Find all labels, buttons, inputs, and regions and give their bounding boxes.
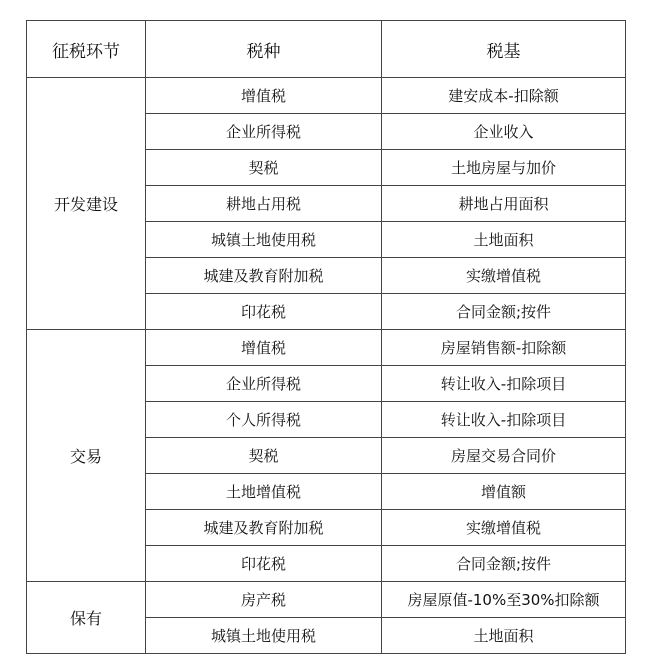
table-row — [27, 78, 626, 114]
tax-base-cell: 转让收入-扣除项目 — [382, 366, 626, 402]
tax-type-cell: 房产税 — [146, 582, 382, 618]
tax-type-cell: 城建及教育附加税 — [146, 258, 382, 294]
tax-base-cell: 土地面积 — [382, 222, 626, 258]
tax-type-cell: 城镇土地使用税 — [146, 618, 382, 654]
tax-base-cell: 实缴增值税 — [382, 510, 626, 546]
tax-type-cell: 企业所得税 — [146, 114, 382, 150]
stage-cell-transaction: 交易 — [27, 330, 146, 582]
tax-base-cell: 实缴增值税 — [382, 258, 626, 294]
table-row — [27, 330, 626, 366]
tax-type-cell: 城建及教育附加税 — [146, 510, 382, 546]
tax-type-cell: 耕地占用税 — [146, 186, 382, 222]
tax-type-cell: 契税 — [146, 150, 382, 186]
tax-base-cell: 耕地占用面积 — [382, 186, 626, 222]
tax-type-cell: 契税 — [146, 438, 382, 474]
tax-base-cell: 房屋原值-10%至30%扣除额 — [382, 582, 626, 618]
tax-base-cell: 房屋销售额-扣除额 — [382, 330, 626, 366]
table-row — [27, 582, 626, 618]
tax-type-cell: 个人所得税 — [146, 402, 382, 438]
tax-type-cell: 城镇土地使用税 — [146, 222, 382, 258]
tax-base-cell: 企业收入 — [382, 114, 626, 150]
tax-base-cell: 土地房屋与加价 — [382, 150, 626, 186]
tax-type-cell: 土地增值税 — [146, 474, 382, 510]
tax-base-cell: 合同金额;按件 — [382, 294, 626, 330]
tax-type-cell: 增值税 — [146, 330, 382, 366]
tax-type-cell: 增值税 — [146, 78, 382, 114]
header-row — [27, 21, 626, 78]
stage-cell-holding: 保有 — [27, 582, 146, 654]
tax-type-cell: 印花税 — [146, 294, 382, 330]
header-stage: 征税环节 — [27, 21, 146, 78]
stage-cell-development: 开发建设 — [27, 78, 146, 330]
tax-table-container — [26, 20, 626, 654]
header-tax-type: 税种 — [146, 21, 382, 78]
tax-base-cell: 土地面积 — [382, 618, 626, 654]
tax-base-cell: 房屋交易合同价 — [382, 438, 626, 474]
tax-base-cell: 合同金额;按件 — [382, 546, 626, 582]
tax-table — [26, 20, 626, 654]
header-tax-base: 税基 — [382, 21, 626, 78]
tax-base-cell: 转让收入-扣除项目 — [382, 402, 626, 438]
tax-base-cell: 增值额 — [382, 474, 626, 510]
tax-base-cell: 建安成本-扣除额 — [382, 78, 626, 114]
tax-type-cell: 企业所得税 — [146, 366, 382, 402]
tax-type-cell: 印花税 — [146, 546, 382, 582]
